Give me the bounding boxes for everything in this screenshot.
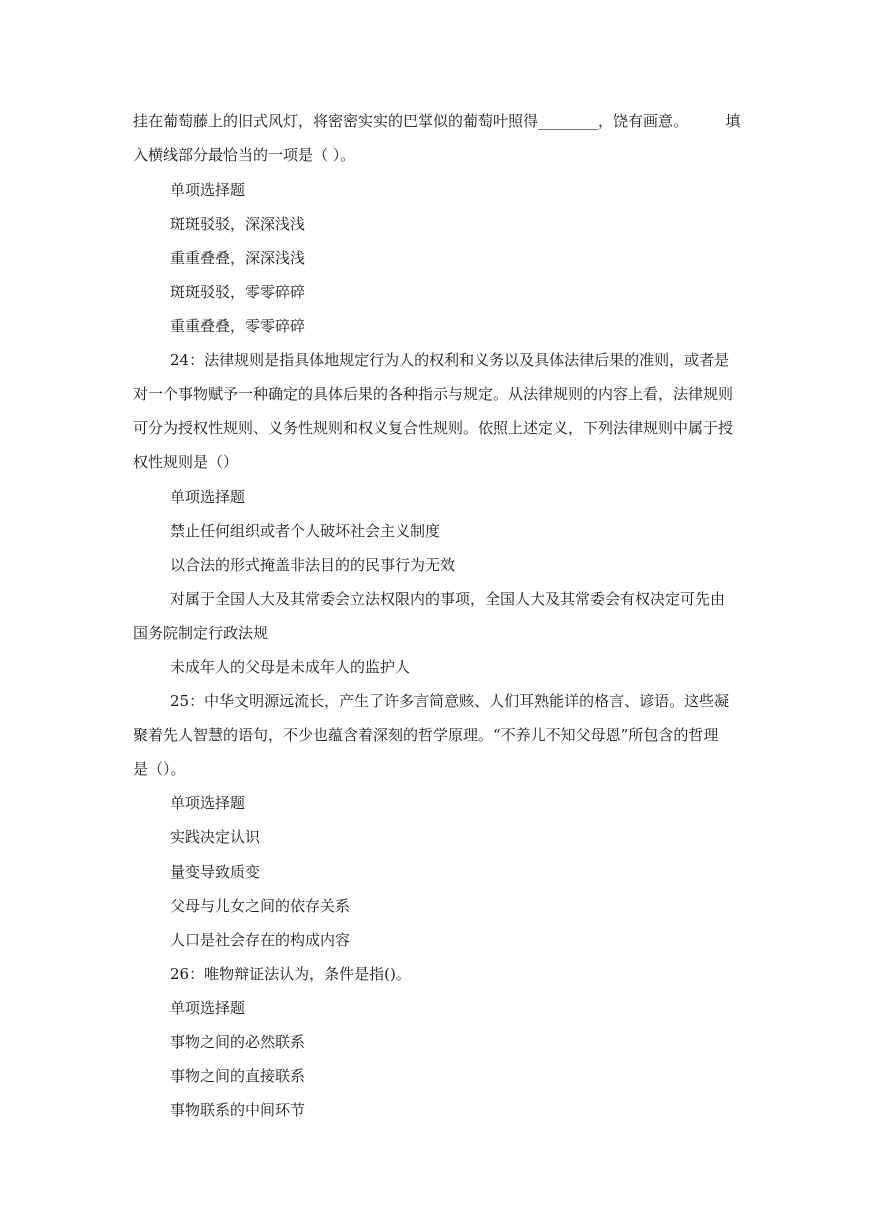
q26-option-b: 事物之间的直接联系: [170, 1067, 306, 1085]
q25-option-b: 量变导致质变: [170, 863, 261, 881]
q24-stem-line-2: 对一个事物赋予一种确定的具体后果的各种指示与规定。从法律规则的内容上看，法律规则: [133, 385, 734, 403]
q25-question-type: 单项选择题: [170, 794, 246, 812]
q26-option-a: 事物之间的必然联系: [170, 1033, 306, 1051]
q24-option-d: 未成年人的父母是未成年人的监护人: [170, 658, 411, 676]
q23-option-a: 斑斑驳驳，深深浅浅: [170, 215, 306, 233]
q26-stem-line-1: 26：唯物辩证法认为，条件是指()。: [170, 965, 411, 983]
q25-stem-line-2: 聚着先人智慧的语句，不少也蕴含着深刻的哲学原理。“不养儿不知父母恩”所包含的哲理: [133, 726, 719, 744]
q24-option-c-continuation: 国务院制定行政法规: [133, 624, 269, 642]
q25-option-a: 实践决定认识: [170, 828, 261, 846]
q24-stem-line-4: 权性规则是（）: [133, 453, 239, 471]
q25-stem-line-1: 25：中华文明源远流长，产生了许多言简意赅、人们耳熟能详的格言、谚语。这些凝: [170, 692, 730, 710]
q23-option-c: 斑斑驳驳，零零碎碎: [170, 283, 306, 301]
q26-question-type: 单项选择题: [170, 999, 246, 1017]
q25-stem-line-3: 是（）。: [133, 760, 186, 778]
q24-stem-line-1: 24：法律规则是指具体地规定行为人的权利和义务以及具体法律后果的准则，或者是: [170, 351, 730, 369]
q23-option-b: 重重叠叠，深深浅浅: [170, 249, 306, 267]
q23-stem-line-2: 入横线部分最恰当的一项是（ ）。: [133, 146, 356, 164]
q24-stem-line-3: 可分为授权性规则、义务性规则和权义复合性规则。依照上述定义，下列法律规则中属于授: [133, 419, 734, 437]
q24-option-a: 禁止任何组织或者个人破坏社会主义制度: [170, 522, 441, 540]
q25-option-d: 人口是社会存在的构成内容: [170, 931, 351, 949]
q26-option-c: 事物联系的中间环节: [170, 1101, 306, 1119]
q23-stem-line-1: 挂在葡萄藤上的旧式风灯，将密密实实的巴掌似的葡萄叶照得________，饶有画意。 填: [133, 112, 741, 130]
q25-option-c: 父母与儿女之间的依存关系: [170, 897, 351, 915]
q23-option-d: 重重叠叠，零零碎碎: [170, 317, 306, 335]
q24-option-b: 以合法的形式掩盖非法目的的民事行为无效: [170, 556, 456, 574]
q24-question-type: 单项选择题: [170, 488, 246, 506]
q23-question-type: 单项选择题: [170, 181, 246, 199]
q24-option-c: 对属于全国人大及其常委会立法权限内的事项，全国人大及其常委会有权决定可先由: [170, 590, 726, 608]
